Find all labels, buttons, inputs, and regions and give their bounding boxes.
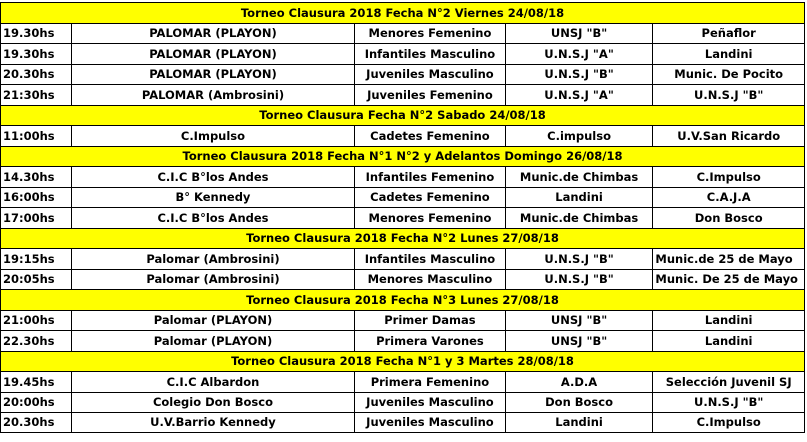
match-time: 14.30hs (1, 167, 72, 187)
section-header (0, 105, 805, 126)
match-venue: C.I.C B°los Andes (72, 208, 355, 228)
match-time: 20.30hs (1, 413, 72, 432)
match-venue: PALOMAR (PLAYON) (72, 44, 355, 64)
match-time: 21:30hs (1, 85, 72, 105)
match-category: Menores Masculino (355, 270, 506, 290)
match-time: 19.30hs (1, 24, 72, 44)
match-venue: C.Impulso (72, 126, 355, 146)
match-row (0, 310, 805, 331)
match-team-a: U.N.S.J "A" (506, 44, 654, 64)
match-team-a: Munic.de Chimbas (506, 167, 654, 187)
match-row (0, 330, 805, 351)
match-category: Juveniles Masculino (355, 393, 506, 413)
match-row (0, 269, 805, 290)
match-row (0, 392, 805, 413)
match-time: 16:00hs (1, 188, 72, 208)
match-team-b: C.A.J.A (706, 190, 751, 205)
match-category: Infantiles Femenino (355, 167, 506, 187)
match-team-a: C.impulso (506, 126, 654, 146)
match-team-b: C.Impulso (696, 415, 761, 430)
section-header (0, 351, 805, 372)
match-category: Juveniles Femenino (355, 85, 506, 105)
match-venue: C.I.C B°los Andes (72, 167, 355, 187)
match-team-b: C.Impulso (696, 169, 761, 184)
match-team-a: Landini (506, 188, 654, 208)
match-team-b: Munic.de 25 de Mayo (655, 251, 793, 266)
match-time: 20.30hs (1, 65, 72, 85)
match-team-b: Landini (704, 333, 753, 348)
match-category: Menores Femenino (355, 208, 506, 228)
match-team-b: U.N.S.J "B" (693, 395, 764, 410)
match-team-a: UNSJ "B" (506, 24, 654, 44)
match-category: Menores Femenino (355, 24, 506, 44)
match-time: 19:15hs (1, 249, 72, 269)
match-category: Primera Femenino (355, 372, 506, 392)
match-team-a: Munic.de Chimbas (506, 208, 654, 228)
match-venue: C.I.C Albardon (72, 372, 355, 392)
match-time: 17:00hs (1, 208, 72, 228)
match-team-a: UNSJ "B" (506, 331, 654, 351)
match-team-a: U.N.S.J "A" (506, 85, 654, 105)
match-venue: PALOMAR (PLAYON) (72, 24, 355, 44)
match-time: 20:05hs (1, 270, 72, 290)
match-venue: B° Kennedy (72, 188, 355, 208)
section-header (0, 2, 805, 23)
section-title: Torneo Clausura 2018 Fecha N°3 Lunes 27/08/18 (246, 292, 559, 307)
match-venue: Colegio Don Bosco (72, 393, 355, 413)
match-row (0, 187, 805, 208)
match-venue: PALOMAR (Ambrosini) (72, 85, 355, 105)
section-header (0, 228, 805, 249)
match-venue: Palomar (Ambrosini) (72, 270, 355, 290)
match-team-a: U.N.S.J "B" (506, 249, 654, 269)
match-venue: Palomar (PLAYON) (72, 331, 355, 351)
section-title: Torneo Clausura 2018 Fecha N°2 Lunes 27/08/18 (246, 231, 559, 246)
match-time: 20:00hs (1, 393, 72, 413)
match-team-a: Landini (506, 413, 654, 432)
match-row (0, 371, 805, 392)
match-row (0, 166, 805, 187)
match-team-a: UNSJ "B" (506, 311, 654, 331)
match-team-b: Landini (704, 313, 753, 328)
match-time: 22.30hs (1, 331, 72, 351)
match-time: 19.30hs (1, 44, 72, 64)
match-venue: U.V.Barrio Kennedy (72, 413, 355, 432)
match-team-a: A.D.A (506, 372, 654, 392)
match-category: Juveniles Masculino (355, 65, 506, 85)
match-team-b: Don Bosco (694, 210, 763, 225)
match-team-b: Munic. De 25 de Mayo (655, 272, 798, 287)
match-category: Infantiles Masculino (355, 44, 506, 64)
match-team-b: U.V.San Ricardo (677, 128, 781, 143)
match-team-a: Don Bosco (506, 393, 654, 413)
match-time: 19.45hs (1, 372, 72, 392)
match-category: Primera Varones (355, 331, 506, 351)
match-venue: PALOMAR (PLAYON) (72, 65, 355, 85)
match-team-b: Landini (704, 46, 753, 61)
match-team-b: Munic. De Pocito (674, 67, 784, 82)
match-row (0, 248, 805, 269)
section-header (0, 289, 805, 310)
match-row (0, 207, 805, 228)
match-category: Primer Damas (355, 311, 506, 331)
match-time: 11:00hs (1, 126, 72, 146)
match-row (0, 43, 805, 64)
section-title: Torneo Clausura 2018 Fecha N°1 y 3 Martes 28/08/18 (231, 354, 574, 369)
match-row (0, 23, 805, 44)
match-row (0, 84, 805, 105)
match-category: Infantiles Masculino (355, 249, 506, 269)
match-venue: Palomar (PLAYON) (72, 311, 355, 331)
match-team-b: Selección Juvenil SJ (665, 374, 792, 389)
section-title: Torneo Clausura Fecha N°2 Sabado 24/08/18 (259, 108, 546, 123)
match-time: 21:00hs (1, 311, 72, 331)
match-team-b: U.N.S.J "B" (693, 87, 764, 102)
match-venue: Palomar (Ambrosini) (72, 249, 355, 269)
section-title: Torneo Clausura 2018 Fecha N°1 N°2 y Adelantos Domingo 26/08/18 (182, 149, 623, 164)
section-header (0, 146, 805, 167)
match-team-a: U.N.S.J "B" (506, 270, 654, 290)
match-category: Cadetes Femenino (355, 188, 506, 208)
match-row (0, 125, 805, 146)
match-category: Cadetes Femenino (355, 126, 506, 146)
match-row (0, 64, 805, 85)
match-row (0, 412, 805, 433)
match-team-a: U.N.S.J "B" (506, 65, 654, 85)
section-title: Torneo Clausura 2018 Fecha N°2 Viernes 24/08/18 (240, 5, 565, 20)
match-team-b: Peñaflor (701, 26, 756, 41)
match-category: Juveniles Masculino (355, 413, 506, 432)
